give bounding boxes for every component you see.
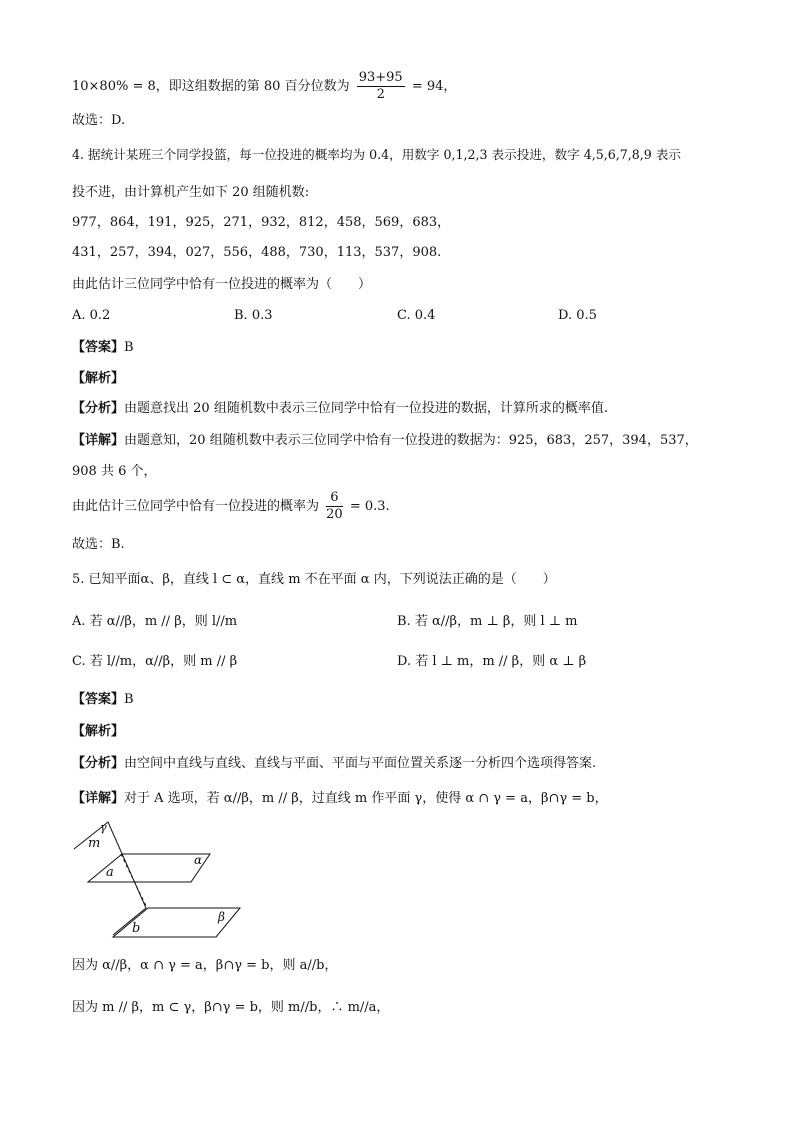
top-line-post: = 94， [411,79,457,94]
q4-fenxi-tag: 【分析】 [72,401,125,416]
q4-answer [72,339,134,357]
top-line-pre: 10×80% = 8，即这组数据的第 80 百分位数为 [72,79,350,94]
q4-option-b: B. 0.3 [234,308,273,323]
q4-analysis-tag: 【解析】 [72,371,125,386]
q4-option-a: A. 0.2 [72,308,111,323]
q4-estimate-fraction [326,490,343,523]
figure-label-m: m [88,836,101,851]
q5-option-a: A. 若 α//β，m // β，则 l//m [72,614,238,629]
q4-stem-line2: 投不进，由计算机产生如下 20 组随机数: [72,185,310,200]
q5-xiangjie-tag: 【详解】 [72,791,125,806]
q4-estimate-denominator: 20 [326,507,343,522]
q5-line-b: 因为 m // β，m ⊂ γ，β∩γ = b，则 m//b，∴ m//a， [72,1000,390,1015]
q4-xiangjie [72,432,698,450]
q4-estimate-numerator: 6 [326,490,343,507]
q5-fenxi [72,755,596,773]
figure-label-beta: β [218,910,225,924]
q5-answer-value: B [124,692,134,707]
q5-analysis-tag: 【解析】 [72,724,125,739]
q4-xiangjie-line2: 908 共 6 个， [72,464,157,479]
figure-label-gamma: γ [100,821,107,834]
q4-answer-tag: 【答案】 [72,340,125,355]
q5-fenxi-text: 由空间中直线与直线、直线与平面、平面与平面位置关系逐一分析四个选项得答案. [124,756,597,771]
q4-xiangjie-tag: 【详解】 [72,433,125,448]
q4-data-line2: 431，257，394，027，556，488，730，113，537，908. [72,245,442,260]
figure-label-a: a [106,865,114,880]
q5-option-d: D. 若 l ⊥ m，m // β，则 α ⊥ β [397,654,587,669]
q4-fenxi-text: 由题意找出 20 组随机数中表示三位同学中恰有一位投进的数据，计算所求的概率值. [124,401,608,416]
q5-fenxi-tag: 【分析】 [72,756,125,771]
figure-label-b: b [132,921,141,936]
figure-label-alpha: α [194,853,203,867]
top-fraction-denominator: 2 [376,87,385,102]
q4-choice: 故选：B. [72,537,125,552]
q4-option-d: D. 0.5 [558,308,597,323]
q4-stem-line1: 4. 据统计某班三个同学投篮，每一位投进的概率均为 0.4，用数字 0,1,2,3 表示投进，数字 4,5,6,7,8,9 表示 [72,147,681,162]
q4-estimate [72,490,390,523]
q5-xiangjie-text: 对于 A 选项，若 α//β，m // β，过直线 m 作平面 γ，使得 α ∩ γ = a，β∩γ = b， [124,791,608,806]
top-fraction-numerator: 93+95 [358,70,403,85]
q4-estimate-pre: 由此估计三位同学中恰有一位投进的概率为 [72,499,320,514]
top-line [72,70,456,103]
q4-question: 由此估计三位同学中恰有一位投进的概率为（ ） [72,277,372,292]
q4-option-c: C. 0.4 [397,308,436,323]
q5-option-c: C. 若 l//m，α//β，则 m // β [72,654,238,669]
q4-xiangjie-text: 由题意知，20 组随机数中表示三位同学中恰有一位投进的数据为：925，683，257，394，537， [124,433,698,448]
q5-xiangjie [72,790,608,808]
q5-answer [72,691,134,709]
plane-figure [68,818,258,943]
q4-answer-value: B [124,340,134,355]
q5-answer-tag: 【答案】 [72,692,125,707]
q5-stem: 5. 已知平面α、β，直线 l ⊂ α，直线 m 不在平面 α 内，下列说法正确的是（ ） [72,572,556,587]
top-fraction [357,70,405,103]
q4-data-line1: 977，864，191，925，271，932，812，458，569，683， [72,215,451,230]
q5-option-b: B. 若 α//β，m ⊥ β，则 l ⊥ m [397,614,578,629]
q4-estimate-post: = 0.3. [349,499,390,514]
top-choice: 故选：D. [72,113,126,128]
q4-fenxi [72,400,608,418]
q5-line-a: 因为 α//β，α ∩ γ = a，β∩γ = b，则 a//b， [72,958,338,973]
